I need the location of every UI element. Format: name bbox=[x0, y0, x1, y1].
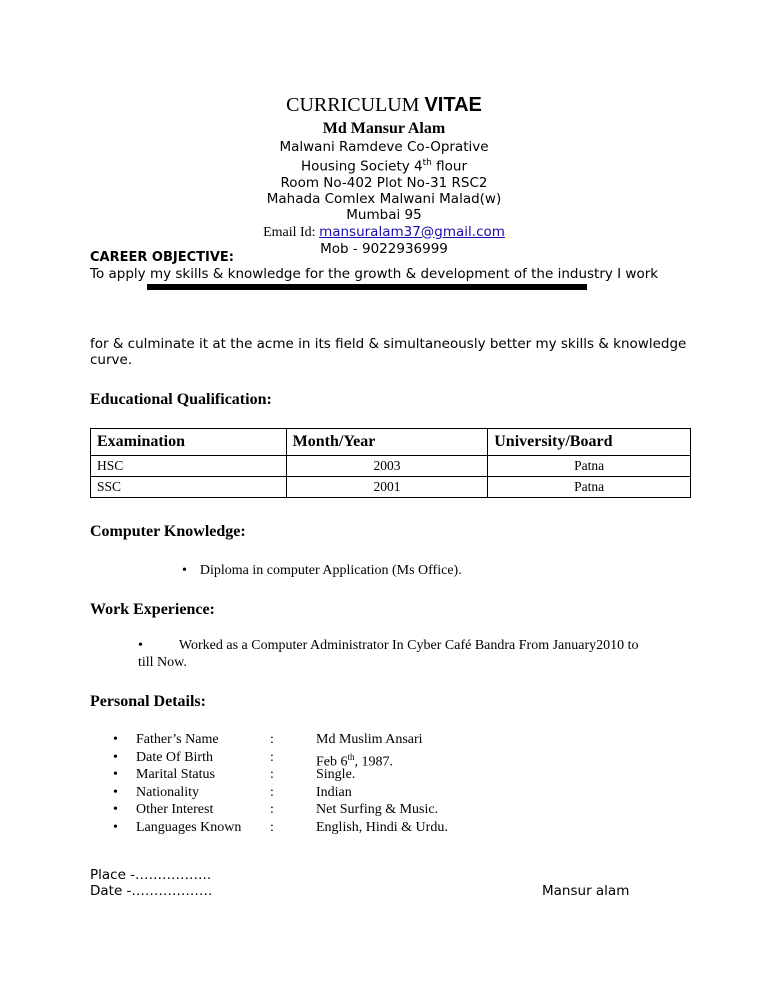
dob-post: , 1987. bbox=[354, 754, 394, 770]
address-line-5: Mumbai 95 bbox=[346, 207, 422, 224]
dob-sup: th bbox=[347, 751, 355, 762]
redaction-bar bbox=[147, 284, 587, 290]
career-objective-line-1: To apply my skills & knowledge for the growth & development of the industry I work bbox=[90, 266, 659, 282]
email-label: Email Id: bbox=[263, 224, 320, 240]
table-cell: 2003 bbox=[286, 456, 488, 477]
title-part-2: VITAE bbox=[424, 94, 482, 116]
bullet: • bbox=[113, 749, 118, 765]
computer-knowledge-heading: Computer Knowledge: bbox=[90, 523, 246, 540]
bullet: • bbox=[138, 638, 143, 653]
field-value: Indian bbox=[316, 784, 352, 800]
computer-item: Diploma in computer Application (Ms Office). bbox=[199, 563, 462, 578]
mobile-number: Mob - 9022936999 bbox=[320, 241, 448, 258]
field-separator: : bbox=[270, 767, 274, 782]
address-line-2-post: flour bbox=[431, 158, 468, 175]
date-field: Date -……………… bbox=[90, 883, 213, 899]
address-line-3: Room No-402 Plot No-31 RSC2 bbox=[280, 174, 488, 191]
education-heading: Educational Qualification: bbox=[90, 391, 272, 408]
address-line-1: Malwani Ramdeve Co-Oprative bbox=[279, 139, 489, 155]
table-row bbox=[91, 456, 691, 477]
table-cell: Patna bbox=[488, 456, 691, 477]
signature-name: Mansur alam bbox=[542, 883, 630, 899]
field-separator: : bbox=[270, 749, 274, 765]
education-table bbox=[90, 428, 691, 498]
list-item bbox=[138, 637, 639, 655]
bullet: • bbox=[182, 563, 187, 578]
bullet: • bbox=[113, 802, 118, 817]
bullet: • bbox=[113, 767, 118, 782]
bullet: • bbox=[113, 819, 118, 835]
career-objective-heading: CAREER OBJECTIVE: bbox=[90, 250, 234, 265]
career-objective-line-2: for & culminate it at the acme in its field & simultaneously better my skills & knowledge curve. bbox=[90, 336, 687, 368]
personal-details-heading: Personal Details: bbox=[90, 693, 206, 710]
work-experience-heading: Work Experience: bbox=[90, 601, 215, 618]
address-line-2-sup: th bbox=[422, 158, 432, 169]
field-label: Nationality bbox=[136, 784, 199, 800]
table-cell: SSC bbox=[91, 477, 287, 498]
field-label: Date Of Birth bbox=[136, 749, 213, 765]
bullet: • bbox=[113, 732, 118, 747]
address-line-2 bbox=[0, 155, 768, 175]
field-label: Languages Known bbox=[136, 819, 242, 835]
title-part-1: CURRICULUM bbox=[286, 94, 425, 116]
field-separator: : bbox=[270, 784, 274, 800]
field-label: Marital Status bbox=[136, 767, 215, 782]
table-cell: Patna bbox=[488, 477, 691, 498]
table-row bbox=[91, 477, 691, 498]
field-value: Single. bbox=[316, 767, 356, 782]
document-title bbox=[0, 90, 768, 119]
column-header: University/Board bbox=[488, 429, 691, 456]
field-value: Md Muslim Ansari bbox=[316, 732, 423, 747]
field-value: English, Hindi & Urdu. bbox=[316, 819, 448, 835]
email-link[interactable]: mansuralam37@gmail.com bbox=[319, 223, 505, 240]
list-item bbox=[182, 562, 462, 580]
table-header-row bbox=[91, 429, 691, 456]
work-line-1: Worked as a Computer Administrator In Cyber Café Bandra From January2010 to bbox=[178, 638, 639, 653]
dob-pre: Feb 6 bbox=[316, 754, 348, 770]
field-separator: : bbox=[270, 732, 274, 747]
place-field: Place -…………….. bbox=[90, 867, 212, 883]
field-label: Father’s Name bbox=[136, 732, 219, 747]
column-header: Examination bbox=[91, 429, 287, 456]
column-header: Month/Year bbox=[286, 429, 488, 456]
candidate-name: Md Mansur Alam bbox=[322, 120, 446, 137]
address-line-4: Mahada Comlex Malwani Malad(w) bbox=[266, 191, 502, 208]
email-row bbox=[0, 224, 768, 242]
table-cell: HSC bbox=[91, 456, 287, 477]
table-cell: 2001 bbox=[286, 477, 488, 498]
field-label: Other Interest bbox=[136, 802, 214, 817]
field-separator: : bbox=[270, 819, 274, 835]
field-value: Net Surfing & Music. bbox=[316, 802, 439, 817]
bullet: • bbox=[113, 784, 118, 800]
address-line-2-pre: Housing Society 4 bbox=[300, 158, 423, 175]
resume-header bbox=[0, 90, 768, 257]
field-separator: : bbox=[270, 802, 274, 817]
work-line-2: till Now. bbox=[138, 655, 187, 670]
